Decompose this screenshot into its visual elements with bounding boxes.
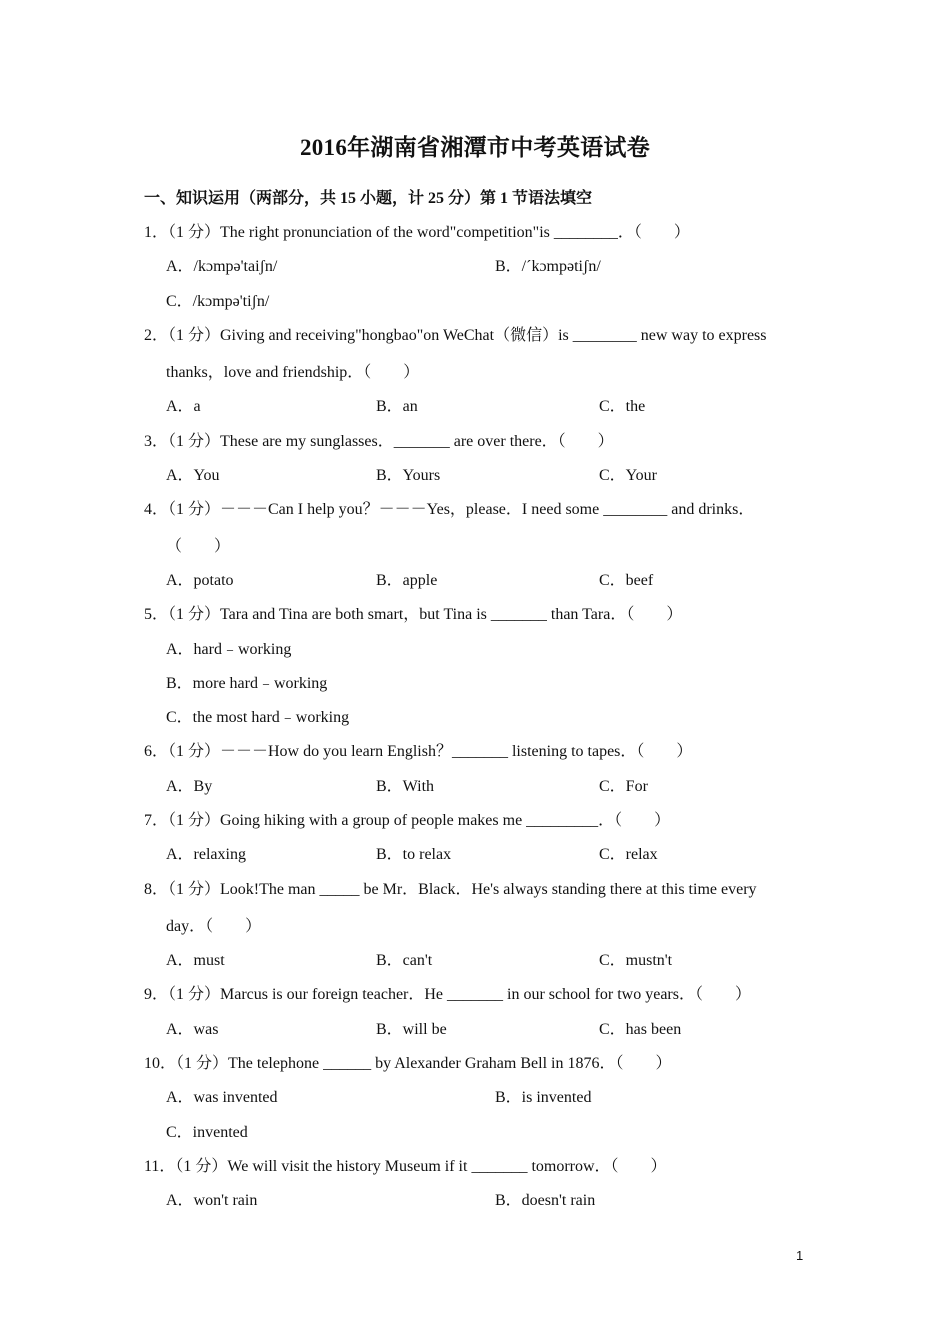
question-1-option-c: C．/kɔmpə'tiʃn/ — [166, 293, 270, 310]
question-4-stem: 4．（1 分）－－－Can I help you？－－－Yes，please．I need some ________ and drinks． — [144, 501, 755, 518]
question-11-stem: 11．（1 分）We will visit the history Museum if it _______ tomorrow．（ ） — [144, 1158, 667, 1175]
question-8-option-a: A．must — [166, 952, 225, 969]
question-10-stem: 10．（1 分）The telephone ______ by Alexander Graham Bell in 1876．（ ） — [144, 1055, 672, 1072]
question-10-option-b: B．is invented — [495, 1089, 592, 1106]
page-number: 1 — [796, 1248, 804, 1263]
question-4-option-b: B．apple — [376, 572, 438, 589]
question-2-option-c: C．the — [599, 398, 646, 415]
question-3-option-b: B．Yours — [376, 467, 441, 484]
section-heading: 一、知识运用（两部分，共 15 小题，计 25 分）第 1 节语法填空 — [144, 190, 593, 207]
question-5-option-c: C．the most hard﹣working — [166, 709, 350, 726]
question-4-option-c: C．beef — [599, 572, 654, 589]
question-7-option-b: B．to relax — [376, 846, 452, 863]
question-2-stem-continued: thanks，love and friendship．（ ） — [166, 364, 420, 381]
question-3-stem: 3．（1 分）These are my sunglasses．_______ are over there．（ ） — [144, 433, 614, 450]
question-8-stem: 8．（1 分）Look!The man _____ be Mr．Black．He's always standing there at this time every — [144, 881, 757, 898]
question-5-option-b: B．more hard﹣working — [166, 675, 328, 692]
question-11-option-a: A．won't rain — [166, 1192, 258, 1209]
question-8-stem-continued: day．（ ） — [166, 918, 262, 935]
question-6-stem: 6．（1 分）－－－How do you learn English？_______ listening to tapes．（ ） — [144, 743, 693, 760]
question-7-option-c: C．relax — [599, 846, 658, 863]
question-6-option-a: A．By — [166, 778, 213, 795]
question-1-option-b: B．/ˊkɔmpətiʃn/ — [495, 258, 601, 275]
question-6-option-b: B．With — [376, 778, 435, 795]
question-8-option-c: C．mustn't — [599, 952, 673, 969]
question-9-option-b: B．will be — [376, 1021, 447, 1038]
question-3-option-a: A．You — [166, 467, 220, 484]
question-5-option-a: A．hard﹣working — [166, 641, 292, 658]
question-6-option-c: C．For — [599, 778, 648, 795]
question-9-stem: 9．（1 分）Marcus is our foreign teacher．He _______ in our school for two years．（ ） — [144, 986, 751, 1003]
question-7-option-a: A．relaxing — [166, 846, 246, 863]
question-1-option-a: A．/kɔmpə'taiʃn/ — [166, 258, 278, 275]
question-9-option-c: C．has been — [599, 1021, 682, 1038]
question-9-option-a: A．was — [166, 1021, 219, 1038]
question-7-stem: 7．（1 分）Going hiking with a group of people makes me _________．（ ） — [144, 812, 671, 829]
question-3-option-c: C．Your — [599, 467, 657, 484]
question-5-stem: 5．（1 分）Tara and Tina are both smart，but Tina is _______ than Tara．（ ） — [144, 606, 683, 623]
question-4-stem-continued: （ ） — [166, 538, 231, 555]
question-2-option-a: A．a — [166, 398, 201, 415]
question-11-option-b: B．doesn't rain — [495, 1192, 596, 1209]
question-2-stem: 2．（1 分）Giving and receiving"hongbao"on WeChat（微信）is ________ new way to express — [144, 327, 767, 344]
question-8-option-b: B．can't — [376, 952, 433, 969]
question-10-option-c: C．invented — [166, 1124, 248, 1141]
exam-title: 2016年湖南省湘潭市中考英语试卷 — [299, 135, 651, 160]
question-10-option-a: A．was invented — [166, 1089, 278, 1106]
question-4-option-a: A．potato — [166, 572, 234, 589]
question-1-stem: 1．（1 分）The right pronunciation of the word"competition"is ________．（ ） — [144, 224, 690, 241]
question-2-option-b: B．an — [376, 398, 418, 415]
